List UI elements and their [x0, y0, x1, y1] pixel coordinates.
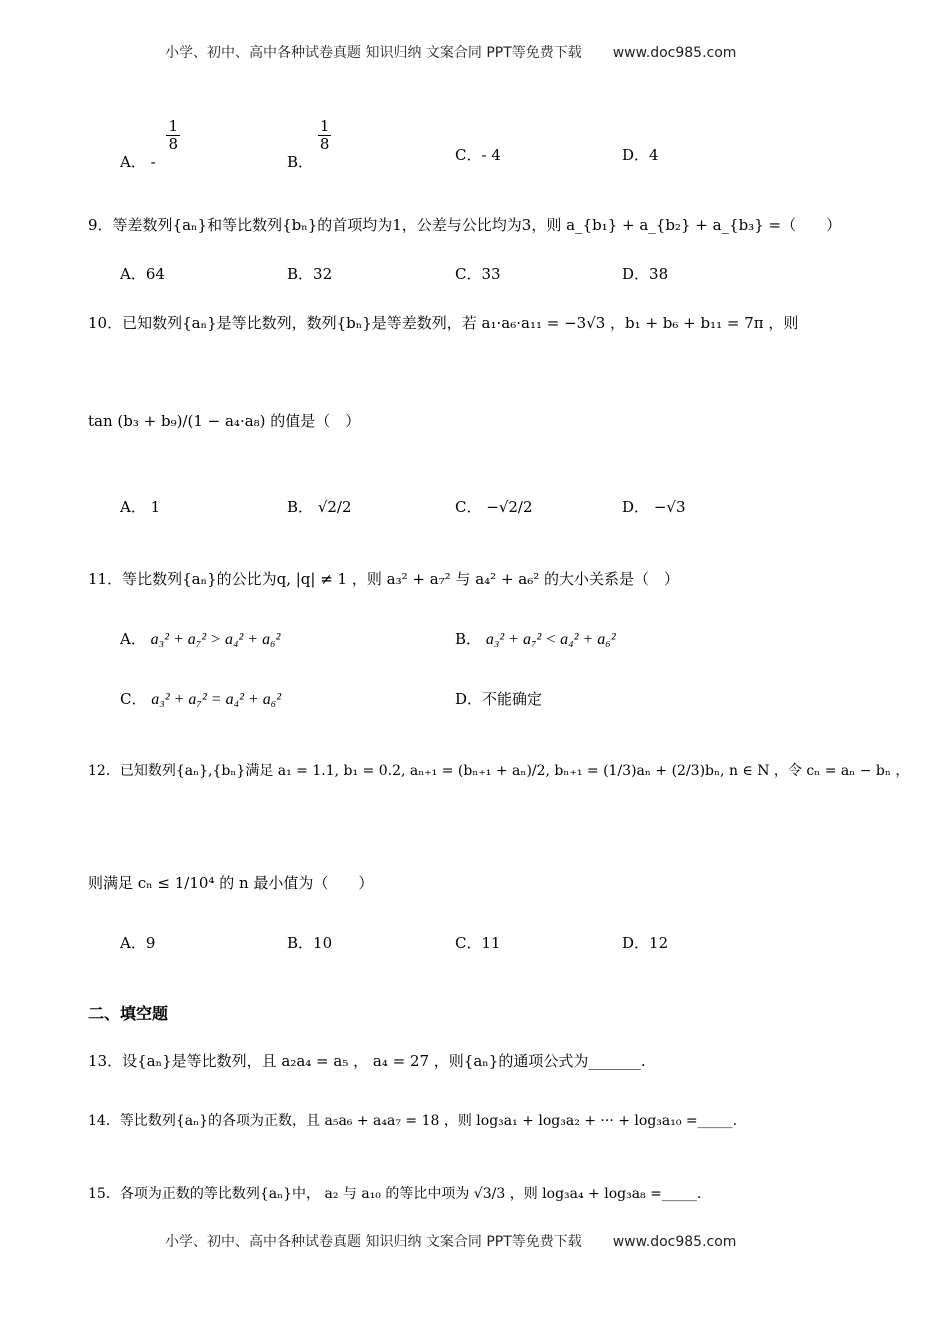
- q11-option-c[interactable]: C． a₃² + a₇² = a₄² + a₆²: [120, 690, 282, 708]
- q9-option-c[interactable]: C．33: [455, 265, 501, 283]
- q8-option-d[interactable]: D．4: [622, 146, 659, 164]
- page-footer: [165, 1231, 736, 1251]
- q12-stem: 12．已知数列{aₙ},{bₙ}满足 a₁ = 1.1, b₁ = 0.2, aₙ₊₁ = (bₙ₊₁ + aₙ)/2, bₙ₊₁ = (1/3)aₙ + (2/3)bₙ, n ∈ N ，令 cₙ = aₙ − bₙ ，: [88, 763, 910, 779]
- q11-option-b[interactable]: B． a₃² + a₇² < a₄² + a₆²: [455, 630, 616, 648]
- q12-stem-2: 则满足 cₙ ≤ 1/10⁴ 的 n 最小值为（ ）: [88, 874, 374, 892]
- q12-option-b[interactable]: B．10: [287, 934, 333, 952]
- q10-option-a[interactable]: A． 1: [120, 498, 161, 516]
- section-title-fill-blank: 二、填空题: [88, 1004, 169, 1023]
- page-header: [165, 42, 736, 62]
- q8-b-fraction: $\frac{1}{8}$: [319, 117, 330, 154]
- q12-option-c[interactable]: C．11: [455, 934, 501, 952]
- q15-stem: 15．各项为正数的等比数列{aₙ}中， a₂ 与 a₁₀ 的等比中项为 √3/3 ，则 log₃a₄ + log₃a₈ =_____.: [88, 1186, 702, 1202]
- q8-option-c[interactable]: C．- 4: [455, 146, 501, 164]
- header-site-link[interactable]: www.doc985.com: [612, 45, 737, 61]
- q10-option-d[interactable]: D． −√3: [622, 498, 686, 516]
- q9-option-d[interactable]: D．38: [622, 265, 669, 283]
- header-text: 小学、初中、高中各种试卷真题 知识归纳 文案合同 PPT等免费下载: [165, 45, 582, 61]
- q8-option-b[interactable]: B． $\frac{1}{8}$: [287, 117, 330, 171]
- q11-option-a[interactable]: A． a₃² + a₇² > a₄² + a₆²: [120, 630, 281, 648]
- q13-stem: 13．设{aₙ}是等比数列，且 a₂a₄ = a₅ ， a₄ = 27 ，则{aₙ}的通项公式为_______.: [88, 1052, 646, 1070]
- q9-option-b[interactable]: B．32: [287, 265, 333, 283]
- q10-option-b[interactable]: B． √2/2: [287, 498, 352, 516]
- q9-stem: 9．等差数列{aₙ}和等比数列{bₙ}的首项均为1，公差与公比均为3，则 a_{b₁} + a_{b₂} + a_{b₃} =（ ）: [88, 216, 842, 234]
- footer-text: 小学、初中、高中各种试卷真题 知识归纳 文案合同 PPT等免费下载: [165, 1234, 582, 1250]
- q12-option-d[interactable]: D．12: [622, 934, 669, 952]
- q11-option-d[interactable]: D．不能确定: [455, 690, 543, 708]
- q10-stem: 10．已知数列{aₙ}是等比数列，数列{bₙ}是等差数列，若 a₁·a₆·a₁₁ = −3√3 ，b₁ + b₆ + b₁₁ = 7π ，则: [88, 314, 799, 332]
- q11-stem: 11．等比数列{aₙ}的公比为q, |q| ≠ 1 ，则 a₃² + a₇² 与 a₄² + a₆² 的大小关系是（ ）: [88, 570, 680, 588]
- q10-option-c[interactable]: C． −√2/2: [455, 498, 533, 516]
- q8-a-fraction: $\frac{1}{8}$: [168, 117, 179, 154]
- q9-option-a[interactable]: A．64: [120, 265, 165, 283]
- footer-site-link[interactable]: www.doc985.com: [612, 1234, 737, 1250]
- q14-stem: 14．等比数列{aₙ}的各项为正数，且 a₅a₆ + a₄a₇ = 18 ，则 log₃a₁ + log₃a₂ + ··· + log₃a₁₀ =_____.: [88, 1113, 738, 1129]
- q10-stem-2: tan (b₃ + b₉)/(1 − a₄·a₈) 的值是（ ）: [88, 412, 361, 430]
- q8-option-a[interactable]: A． - $\frac{1}{8}$: [120, 117, 179, 171]
- q12-option-a[interactable]: A．9: [120, 934, 156, 952]
